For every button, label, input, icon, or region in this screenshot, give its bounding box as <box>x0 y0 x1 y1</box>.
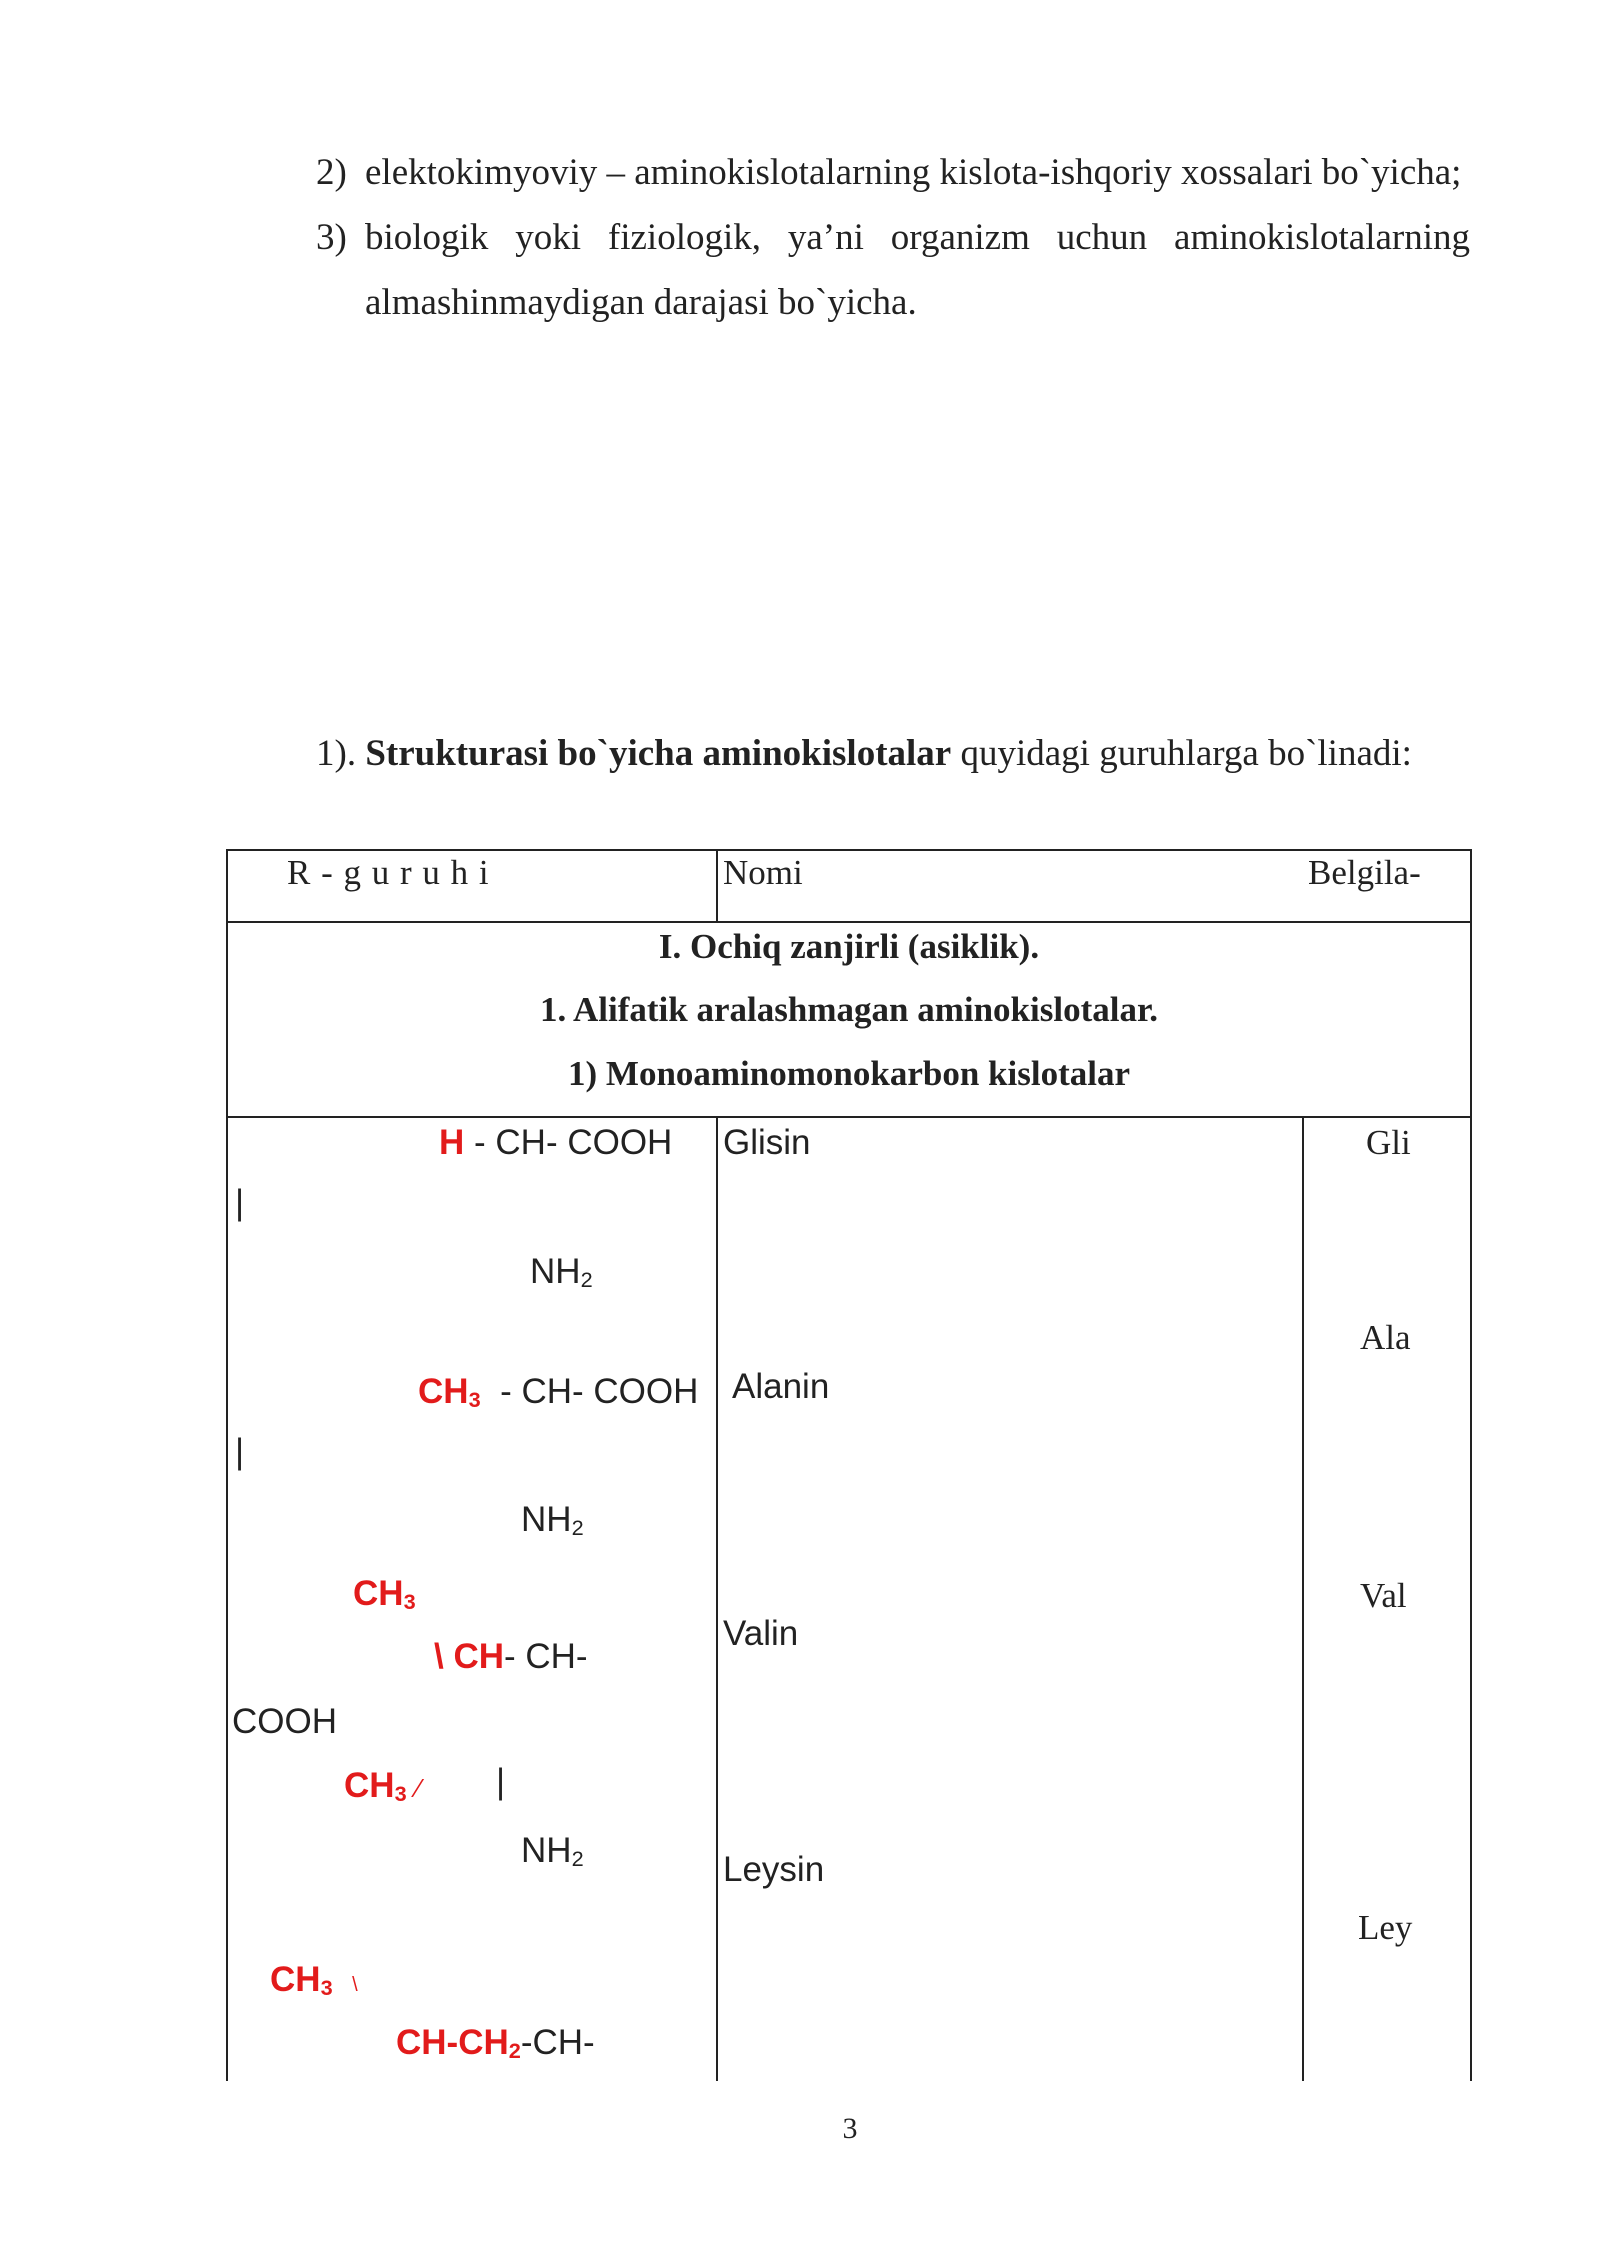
valine-nh-sub: 2 <box>571 1845 584 1871</box>
glycine-name: Glisin <box>723 1123 811 1162</box>
table-border-header-bottom <box>226 921 1472 923</box>
table-divider-header <box>716 849 718 922</box>
alanine-chain: - CH- COOH <box>500 1372 699 1411</box>
glycine-r-group: H <box>439 1123 465 1162</box>
section-title-3: 1) Monoaminomonokarbon kislotalar <box>568 1054 1130 1093</box>
list-number-2: 2) <box>316 152 347 193</box>
table-divider-formula-name <box>716 1116 718 2081</box>
valine-name: Valin <box>723 1614 799 1653</box>
leucine-chain-red: CH-CH <box>396 2023 509 2062</box>
table-border-section-bottom <box>226 1116 1472 1118</box>
valine-cooh: COOH <box>232 1702 337 1741</box>
valine-ch3-bottom <box>344 1766 421 1806</box>
alanine-formula <box>418 1372 698 1412</box>
list-item-3-line2: almashinmaydigan darajasi bo`yicha. <box>365 282 917 323</box>
glycine-chain: - CH- COOH <box>474 1123 673 1162</box>
glycine-formula <box>439 1123 672 1163</box>
glycine-nh-sub: 2 <box>580 1266 593 1292</box>
glycine-bond: | <box>235 1183 245 1222</box>
alanine-ch-sub: 3 <box>468 1386 481 1412</box>
section-title-2: 1. Alifatik aralashmagan aminokislotalar. <box>539 990 1159 1029</box>
valine-middle <box>434 1637 588 1677</box>
leucine-name: Leysin <box>723 1850 825 1889</box>
valine-bond: | <box>496 1762 506 1801</box>
list-item-2-text: elektokimyoviy – aminokislotalarning kislota-ishqoriy xossalari bo`yicha; <box>365 152 1462 193</box>
leucine-chain-black: -CH- <box>520 2023 595 2062</box>
alanine-amino <box>521 1500 584 1540</box>
table-divider-name-abbr <box>1302 1116 1304 2081</box>
leucine-chain-sub: 2 <box>508 2037 521 2063</box>
table-border-top <box>226 849 1472 851</box>
alanine-abbr: Ala <box>1360 1318 1411 1357</box>
leucine-ch3-sub: 3 <box>320 1974 333 2000</box>
alanine-name: Alanin <box>732 1367 830 1406</box>
header-sign: Belgila- <box>1308 853 1421 892</box>
alanine-r-group <box>418 1372 481 1411</box>
leucine-chain <box>396 2023 595 2063</box>
valine-ch3-top-sub: 3 <box>403 1588 416 1614</box>
header-rgroup: R - g u r u h i <box>287 853 490 892</box>
leucine-abbr: Ley <box>1358 1908 1413 1947</box>
page-number: 3 <box>842 2112 858 2145</box>
leucine-ch3 <box>270 1960 358 2000</box>
valine-ch3-bottom-ch: CH <box>344 1766 395 1805</box>
intro-rest: quyidagi guruhlarga bo`linadi: <box>960 733 1412 774</box>
valine-ch3-bottom-sub: 3 <box>394 1780 407 1806</box>
alanine-ch: CH <box>418 1372 469 1411</box>
valine-middle-red: \ CH <box>434 1637 504 1676</box>
valine-ch3-top <box>353 1574 416 1614</box>
intro-prefix: 1). <box>316 733 357 774</box>
glycine-abbr: Gli <box>1366 1123 1411 1162</box>
table-border-left <box>226 849 228 2081</box>
valine-nh: NH <box>521 1831 572 1870</box>
alanine-nh: NH <box>521 1500 572 1539</box>
valine-amino <box>521 1831 584 1871</box>
section-title-1: I. Ochiq zanjirli (asiklik). <box>658 927 1040 966</box>
valine-middle-black: - CH- <box>504 1637 588 1676</box>
valine-slash: ⁄ <box>416 1773 421 1803</box>
intro-bold: Strukturasi bo`yicha aminokislotalar <box>365 733 952 774</box>
intro-sentence <box>316 732 1412 775</box>
list-item-3-line1: biologik yoki fiziologik, ya’ni organizm uchun aminokislotalarning <box>365 217 1470 258</box>
header-name: Nomi <box>723 853 803 892</box>
valine-ch3-top-ch: CH <box>353 1574 404 1613</box>
leucine-ch3-ch: CH <box>270 1960 321 1999</box>
glycine-nh: NH <box>530 1252 581 1291</box>
alanine-bond: | <box>235 1432 245 1471</box>
glycine-amino <box>530 1252 593 1292</box>
leucine-backslash: \ <box>352 1974 358 1996</box>
valine-abbr: Val <box>1360 1576 1407 1615</box>
table-border-right <box>1470 849 1472 2081</box>
alanine-nh-sub: 2 <box>571 1514 584 1540</box>
list-number-3: 3) <box>316 217 347 258</box>
